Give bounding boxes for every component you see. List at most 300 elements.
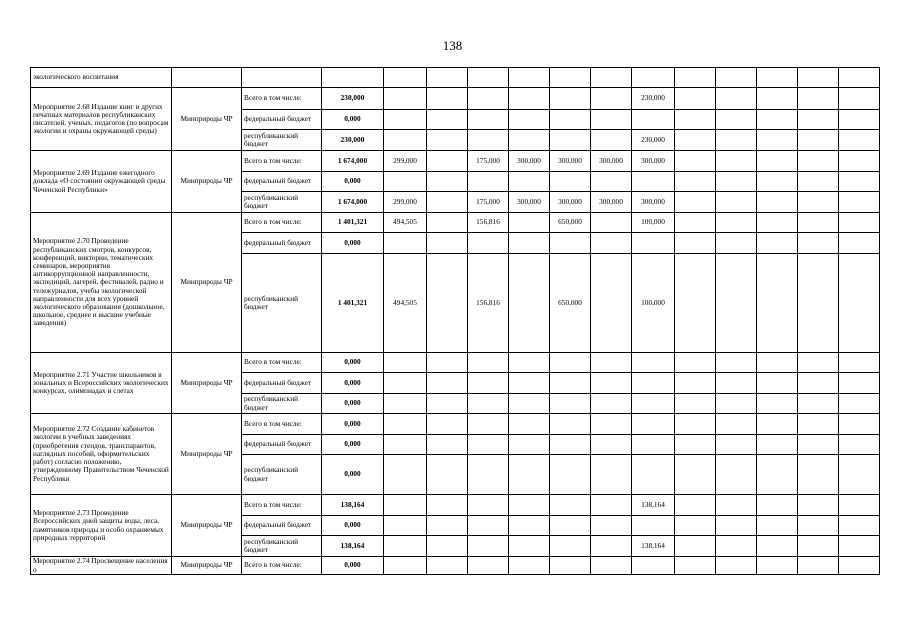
year-amount: [839, 353, 880, 373]
year-amount: [591, 254, 632, 353]
executor-cell: Минприроды ЧР: [172, 557, 242, 575]
executor-cell: Минприроды ЧР: [172, 151, 242, 213]
table-row: [31, 414, 880, 435]
total-amount: 0,000: [322, 435, 384, 455]
year-amount: [509, 516, 550, 536]
year-amount: [675, 68, 716, 88]
year-amount: [798, 88, 839, 110]
year-amount: [509, 373, 550, 394]
funding-source: федеральный бюджет: [242, 435, 322, 455]
year-amount: [798, 557, 839, 575]
year-amount: [427, 495, 468, 516]
year-amount: 494,505: [384, 254, 427, 353]
year-amount: [716, 68, 757, 88]
year-amount: [757, 172, 798, 192]
year-amount: [384, 68, 427, 88]
year-amount: [509, 414, 550, 435]
activity-name: Мероприятие 2.73 Проведение Всероссийских дней защиты воды, леса, памятников природы и особо охраняемых природных территорий: [31, 495, 172, 557]
year-amount: [839, 557, 880, 575]
year-amount: [757, 373, 798, 394]
funding-source: Всего в том числе:: [242, 557, 322, 575]
year-amount: [716, 213, 757, 233]
year-amount: [757, 394, 798, 414]
year-amount: [509, 455, 550, 495]
year-amount: 175,000: [468, 151, 509, 172]
executor-cell: Минприроды ЧР: [172, 414, 242, 495]
year-amount: [716, 88, 757, 110]
table-row: [31, 557, 880, 575]
year-amount: [798, 130, 839, 151]
year-amount: [550, 110, 591, 130]
table-row: [31, 151, 880, 172]
year-amount: 650,000: [550, 254, 591, 353]
year-amount: [468, 495, 509, 516]
funding-source: республиканский бюджет: [242, 394, 322, 414]
activity-name: Мероприятие 2.68 Издание книг и других печатных материалов республиканских писателей, ученых, педагогов (по вопросам экологии и охраны окружающей среды): [31, 88, 172, 151]
year-amount: [384, 88, 427, 110]
year-amount: [550, 172, 591, 192]
year-amount: [675, 373, 716, 394]
year-amount: [716, 557, 757, 575]
year-amount: [632, 353, 675, 373]
activity-name: Мероприятие 2.71 Участие школьников в зональных и Всероссийских экологических конкурсах, олимпиадах и слетах: [31, 353, 172, 414]
year-amount: [798, 394, 839, 414]
year-amount: [798, 172, 839, 192]
year-amount: [468, 88, 509, 110]
funding-source: республиканский бюджет: [242, 254, 322, 353]
year-amount: [675, 394, 716, 414]
year-amount: 300,000: [509, 151, 550, 172]
year-amount: [509, 536, 550, 557]
year-amount: [468, 130, 509, 151]
total-amount: 0,000: [322, 110, 384, 130]
activity-name: Мероприятие 2.69 Издание ежегодного доклада «О состоянии окружающей среды Чеченской Республики»: [31, 151, 172, 213]
year-amount: [550, 557, 591, 575]
page-number: 138: [442, 38, 463, 53]
funding-source: Всего в том числе:: [242, 213, 322, 233]
year-amount: [550, 130, 591, 151]
total-amount: 230,000: [322, 130, 384, 151]
year-amount: [384, 414, 427, 435]
year-amount: [839, 213, 880, 233]
year-amount: [468, 353, 509, 373]
year-amount: [716, 435, 757, 455]
year-amount: [591, 373, 632, 394]
year-amount: [839, 151, 880, 172]
year-amount: [591, 536, 632, 557]
year-amount: [427, 68, 468, 88]
funding-source: федеральный бюджет: [242, 110, 322, 130]
year-amount: [468, 414, 509, 435]
year-amount: [384, 557, 427, 575]
year-amount: [591, 110, 632, 130]
year-amount: [509, 254, 550, 353]
year-amount: [675, 455, 716, 495]
year-amount: [716, 172, 757, 192]
year-amount: [716, 394, 757, 414]
year-amount: [839, 254, 880, 353]
year-amount: [839, 373, 880, 394]
year-amount: [509, 353, 550, 373]
year-amount: [757, 88, 798, 110]
year-amount: [509, 394, 550, 414]
year-amount: [675, 88, 716, 110]
year-amount: [550, 233, 591, 254]
year-amount: [468, 435, 509, 455]
year-amount: [798, 68, 839, 88]
year-amount: [550, 88, 591, 110]
year-amount: [591, 414, 632, 435]
year-amount: [591, 88, 632, 110]
year-amount: [757, 455, 798, 495]
table-row: [31, 213, 880, 233]
year-amount: [427, 151, 468, 172]
year-amount: [427, 516, 468, 536]
year-amount: [509, 88, 550, 110]
year-amount: [757, 130, 798, 151]
year-amount: [591, 130, 632, 151]
year-amount: [427, 414, 468, 435]
funding-source: республиканский бюджет: [242, 455, 322, 495]
year-amount: [839, 516, 880, 536]
year-amount: [839, 495, 880, 516]
total-amount: 1 401,321: [322, 213, 384, 233]
year-amount: [591, 172, 632, 192]
total-amount: 138,164: [322, 536, 384, 557]
year-amount: [839, 110, 880, 130]
year-amount: [798, 536, 839, 557]
year-amount: [591, 495, 632, 516]
year-amount: [798, 373, 839, 394]
year-amount: [509, 68, 550, 88]
year-amount: [632, 110, 675, 130]
year-amount: [716, 130, 757, 151]
year-amount: [675, 536, 716, 557]
year-amount: [591, 233, 632, 254]
year-amount: [509, 435, 550, 455]
funding-source: Всего в том числе:: [242, 151, 322, 172]
year-amount: 100,000: [632, 254, 675, 353]
year-amount: [509, 495, 550, 516]
funding-source: Всего в том числе:: [242, 353, 322, 373]
year-amount: [757, 233, 798, 254]
year-amount: 300,000: [591, 151, 632, 172]
year-amount: 300,000: [509, 192, 550, 213]
total-amount: [322, 68, 384, 88]
total-amount: 1 401,321: [322, 254, 384, 353]
year-amount: [716, 414, 757, 435]
year-amount: [550, 373, 591, 394]
table-body: [31, 68, 880, 575]
year-amount: [675, 516, 716, 536]
year-amount: [632, 394, 675, 414]
year-amount: [384, 110, 427, 130]
funding-source: [242, 68, 322, 88]
total-amount: 0,000: [322, 373, 384, 394]
executor-cell: [172, 68, 242, 88]
year-amount: 300,000: [550, 192, 591, 213]
year-amount: [798, 435, 839, 455]
funding-source: Всего в том числе:: [242, 414, 322, 435]
year-amount: [468, 516, 509, 536]
year-amount: [468, 557, 509, 575]
year-amount: [384, 536, 427, 557]
total-amount: 230,000: [322, 88, 384, 110]
total-amount: 0,000: [322, 172, 384, 192]
year-amount: [550, 414, 591, 435]
year-amount: [591, 353, 632, 373]
year-amount: [716, 373, 757, 394]
activity-name: экологического воспитания: [31, 68, 172, 88]
year-amount: [839, 130, 880, 151]
year-amount: [632, 68, 675, 88]
year-amount: [798, 353, 839, 373]
funding-source: республиканский бюджет: [242, 536, 322, 557]
year-amount: [798, 110, 839, 130]
year-amount: [509, 110, 550, 130]
executor-cell: Минприроды ЧР: [172, 213, 242, 353]
funding-source: республиканский бюджет: [242, 130, 322, 151]
year-amount: [384, 172, 427, 192]
year-amount: [839, 435, 880, 455]
activity-name: Мероприятие 2.70 Проведение республиканских смотров, конкурсов, конференций, викторин, тематических семинаров, мероприятия антикоррупционной направленности, экспедиций, лагерей, фестивалей, радио и тележурналов, учебы экологической направленности для всех уровней экологического образования (дошкольное, школьное, среднее и высшие учебные заведения): [31, 213, 172, 353]
year-amount: [427, 130, 468, 151]
year-amount: [384, 373, 427, 394]
year-amount: 300,000: [632, 151, 675, 172]
total-amount: 0,000: [322, 414, 384, 435]
budget-table: [30, 67, 880, 575]
funding-source: Всего в том числе:: [242, 495, 322, 516]
year-amount: [675, 213, 716, 233]
year-amount: [839, 233, 880, 254]
year-amount: [427, 536, 468, 557]
year-amount: [757, 213, 798, 233]
year-amount: [468, 394, 509, 414]
year-amount: 175,000: [468, 192, 509, 213]
year-amount: 100,000: [632, 213, 675, 233]
executor-cell: Минприроды ЧР: [172, 353, 242, 414]
year-amount: [632, 435, 675, 455]
year-amount: [757, 495, 798, 516]
year-amount: [839, 536, 880, 557]
year-amount: [468, 536, 509, 557]
year-amount: [716, 151, 757, 172]
year-amount: [675, 172, 716, 192]
executor-cell: Минприроды ЧР: [172, 88, 242, 151]
year-amount: [468, 68, 509, 88]
year-amount: [384, 435, 427, 455]
year-amount: [427, 213, 468, 233]
total-amount: 0,000: [322, 516, 384, 536]
year-amount: [427, 110, 468, 130]
table-row: [31, 88, 880, 110]
total-amount: 0,000: [322, 353, 384, 373]
year-amount: [427, 353, 468, 373]
year-amount: [798, 254, 839, 353]
year-amount: [798, 213, 839, 233]
year-amount: [675, 254, 716, 353]
total-amount: 138,164: [322, 495, 384, 516]
year-amount: [591, 435, 632, 455]
year-amount: [632, 172, 675, 192]
year-amount: 494,505: [384, 213, 427, 233]
activity-name: Мероприятие 2.74 Просвещение населения о: [31, 557, 172, 575]
year-amount: [757, 557, 798, 575]
year-amount: [591, 516, 632, 536]
year-amount: [632, 373, 675, 394]
year-amount: [716, 254, 757, 353]
year-amount: 650,000: [550, 213, 591, 233]
year-amount: [632, 557, 675, 575]
year-amount: [468, 373, 509, 394]
year-amount: [384, 130, 427, 151]
year-amount: [757, 192, 798, 213]
year-amount: 230,000: [632, 88, 675, 110]
year-amount: [509, 172, 550, 192]
year-amount: [550, 435, 591, 455]
year-amount: 299,000: [384, 151, 427, 172]
year-amount: [509, 233, 550, 254]
year-amount: [839, 414, 880, 435]
year-amount: [384, 455, 427, 495]
funding-source: республиканский бюджет: [242, 192, 322, 213]
year-amount: [591, 455, 632, 495]
funding-source: Всего в том числе:: [242, 88, 322, 110]
year-amount: 300,000: [632, 192, 675, 213]
year-amount: [427, 172, 468, 192]
year-amount: [798, 455, 839, 495]
year-amount: [839, 172, 880, 192]
total-amount: 0,000: [322, 455, 384, 495]
year-amount: [427, 88, 468, 110]
year-amount: [839, 455, 880, 495]
year-amount: [798, 151, 839, 172]
year-amount: [757, 151, 798, 172]
year-amount: [798, 516, 839, 536]
year-amount: [468, 172, 509, 192]
year-amount: [427, 435, 468, 455]
funding-source: федеральный бюджет: [242, 172, 322, 192]
year-amount: 138,164: [632, 536, 675, 557]
year-amount: [591, 68, 632, 88]
year-amount: [632, 455, 675, 495]
year-amount: [591, 213, 632, 233]
year-amount: [716, 353, 757, 373]
year-amount: [757, 414, 798, 435]
funding-source: федеральный бюджет: [242, 233, 322, 254]
year-amount: 156,816: [468, 254, 509, 353]
year-amount: [550, 353, 591, 373]
year-amount: [384, 233, 427, 254]
year-amount: [632, 516, 675, 536]
year-amount: [632, 233, 675, 254]
year-amount: [632, 414, 675, 435]
year-amount: 300,000: [591, 192, 632, 213]
year-amount: 299,000: [384, 192, 427, 213]
year-amount: [757, 536, 798, 557]
year-amount: [675, 495, 716, 516]
year-amount: [675, 414, 716, 435]
activity-name: Мероприятие 2.72 Создание кабинетов экологии в учебных заведениях (приобретения стендов, транспарантов, наглядных пособий, оформительских работ) согласно положению, утвержденному Правительством Чеченской Республики: [31, 414, 172, 495]
year-amount: 138,164: [632, 495, 675, 516]
year-amount: [675, 233, 716, 254]
year-amount: [757, 516, 798, 536]
year-amount: [427, 394, 468, 414]
year-amount: [591, 394, 632, 414]
year-amount: 156,816: [468, 213, 509, 233]
year-amount: [798, 495, 839, 516]
year-amount: [509, 130, 550, 151]
year-amount: [839, 88, 880, 110]
year-amount: [509, 213, 550, 233]
year-amount: [468, 455, 509, 495]
year-amount: [468, 110, 509, 130]
year-amount: [757, 254, 798, 353]
year-amount: [716, 495, 757, 516]
table-row: [31, 495, 880, 516]
year-amount: [757, 353, 798, 373]
year-amount: [757, 435, 798, 455]
year-amount: [675, 557, 716, 575]
year-amount: [675, 435, 716, 455]
year-amount: [550, 455, 591, 495]
year-amount: [798, 233, 839, 254]
total-amount: 0,000: [322, 557, 384, 575]
year-amount: [384, 495, 427, 516]
year-amount: 230,000: [632, 130, 675, 151]
year-amount: [675, 192, 716, 213]
year-amount: [550, 68, 591, 88]
year-amount: [427, 254, 468, 353]
year-amount: [591, 557, 632, 575]
year-amount: [839, 68, 880, 88]
year-amount: [427, 192, 468, 213]
year-amount: [798, 192, 839, 213]
year-amount: [757, 68, 798, 88]
year-amount: [675, 151, 716, 172]
total-amount: 0,000: [322, 394, 384, 414]
year-amount: [427, 373, 468, 394]
total-amount: 1 674,000: [322, 151, 384, 172]
total-amount: 1 674,000: [322, 192, 384, 213]
year-amount: [716, 455, 757, 495]
total-amount: 0,000: [322, 233, 384, 254]
table-row: [31, 353, 880, 373]
year-amount: [384, 516, 427, 536]
year-amount: [716, 110, 757, 130]
year-amount: [798, 414, 839, 435]
funding-source: федеральный бюджет: [242, 516, 322, 536]
year-amount: [550, 495, 591, 516]
year-amount: [757, 110, 798, 130]
year-amount: [427, 557, 468, 575]
year-amount: [839, 394, 880, 414]
year-amount: [675, 110, 716, 130]
year-amount: [716, 536, 757, 557]
year-amount: [550, 536, 591, 557]
year-amount: [675, 130, 716, 151]
year-amount: 300,000: [550, 151, 591, 172]
year-amount: [716, 192, 757, 213]
year-amount: [384, 394, 427, 414]
funding-source: федеральный бюджет: [242, 373, 322, 394]
year-amount: [468, 233, 509, 254]
year-amount: [716, 233, 757, 254]
table-row: [31, 68, 880, 88]
year-amount: [716, 516, 757, 536]
year-amount: [384, 353, 427, 373]
year-amount: [509, 557, 550, 575]
